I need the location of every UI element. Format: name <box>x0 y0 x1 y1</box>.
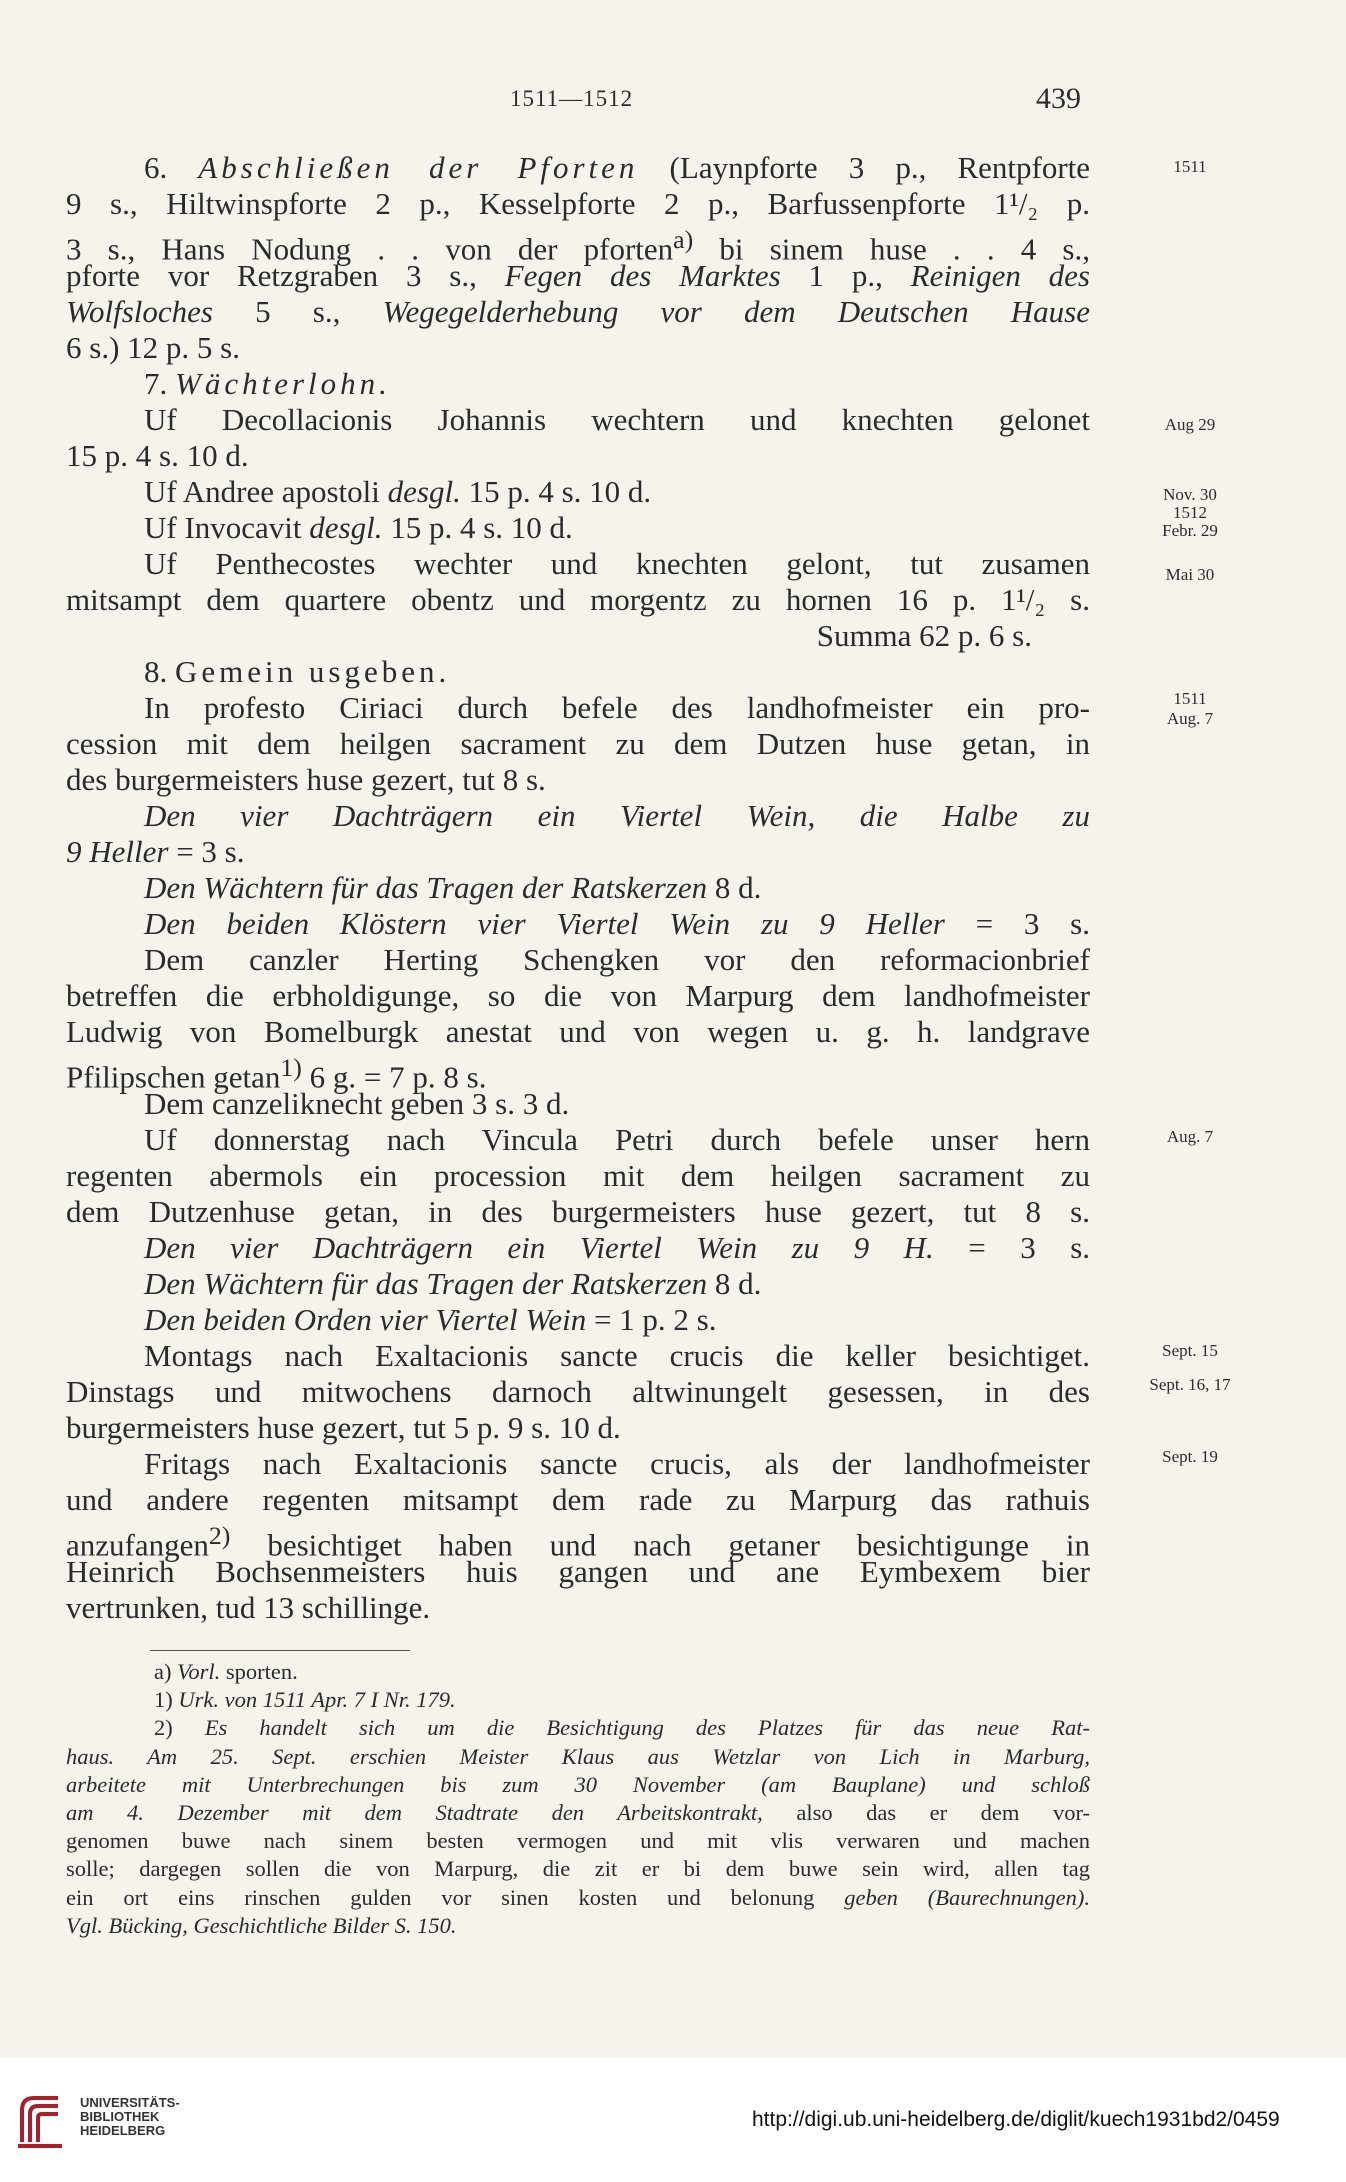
text-line: Den beiden Klöstern vier Viertel Wein zu 9 Heller = 3 s. <box>144 906 1090 941</box>
text-line: Wolfsloches 5 s., Wegegelderhebung vor dem Deutschen Hause <box>66 294 1090 329</box>
text-line: In profesto Ciriaci durch befele des landhofmeister ein pro- <box>144 690 1090 725</box>
footnote-line: ein ort eins rinschen gulden vor sinen kosten und belonung geben (Baurechnungen). <box>66 1884 1090 1910</box>
margin-note: Aug. 7 <box>1166 709 1214 728</box>
text-line: des burgermeisters huse gezert, tut 8 s. <box>66 762 546 797</box>
text-line: 9 Heller = 3 s. <box>66 834 245 869</box>
margin-note: 1511 <box>1173 157 1207 176</box>
text-line: 6. Abschließen der Pforten (Laynpforte 3 p., Rentpforte <box>144 150 1091 185</box>
running-header <box>0 82 1346 122</box>
text-line: dem Dutzenhuse getan, in des burgermeisters huse gezert, tut 8 s. <box>66 1194 1090 1229</box>
margin-note: Aug. 7 <box>1166 1127 1214 1146</box>
margin-note: Nov. 30 <box>1163 485 1217 504</box>
footnote-divider <box>150 1650 410 1651</box>
text-line: mitsampt dem quartere obentz und morgentz zu hornen 16 p. 1¹/₂ s. <box>66 582 1090 617</box>
text-line: Dem canzeliknecht geben 3 s. 3 d. <box>144 1086 570 1121</box>
text-line: Den Wächtern für das Tragen der Ratskerzen 8 d. <box>144 1266 762 1301</box>
text-line: Heinrich Bochsenmeisters huis gangen und ane Eymbexem bier <box>66 1554 1090 1589</box>
library-logo-icon <box>14 2090 70 2150</box>
text-line: Uf Andree apostoli desgl. 15 p. 4 s. 10 d. <box>144 474 652 509</box>
footnote-line: haus. Am 25. Sept. erschien Meister Klaus aus Wetzlar von Lich in Marburg, <box>66 1743 1090 1769</box>
margin-note: Febr. 29 <box>1162 521 1218 540</box>
text-line: Dinstags und mitwochens darnoch altwinungelt gesessen, in des <box>66 1374 1090 1409</box>
text-line: Dem canzler Herting Schengken vor den reformacionbrief <box>144 942 1090 977</box>
text-line: Ludwig von Bomelburgk anestat und von wegen u. g. h. landgrave <box>66 1014 1090 1049</box>
footnote-line: solle; dargegen sollen die von Marpurg, die zit er bi dem buwe sein wird, allen tag <box>66 1856 1090 1882</box>
margin-note: Aug 29 <box>1164 415 1216 434</box>
text-line: Uf Decollacionis Johannis wechtern und knechten gelonet <box>144 402 1090 437</box>
footnote-line: 2) Es handelt sich um die Besichtigung des Platzes für das neue Rat- <box>154 1715 1090 1741</box>
text-line: Den vier Dachträgern ein Viertel Wein, die Halbe zu <box>144 798 1090 833</box>
text-line: Montags nach Exaltacionis sancte crucis die keller besichtiget. <box>144 1338 1090 1373</box>
text-line: burgermeisters huse gezert, tut 5 p. 9 s. 10 d. <box>66 1410 621 1445</box>
text-line: pforte vor Retzgraben 3 s., Fegen des Marktes 1 p., Reinigen des <box>66 258 1090 293</box>
text-line: 9 s., Hiltwinspforte 2 p., Kesselpforte 2 p., Barfussenpforte 1¹/₂ p. <box>66 186 1090 221</box>
section-heading: 8. Gemein usgeben. <box>144 654 451 689</box>
margin-note: 1511 <box>1173 689 1207 708</box>
text-line: Den beiden Orden vier Viertel Wein = 1 p. 2 s. <box>144 1302 717 1337</box>
margin-note: Mai 30 <box>1165 565 1215 584</box>
text-line: Den vier Dachträgern ein Viertel Wein zu 9 H. = 3 s. <box>144 1230 1091 1265</box>
section-heading: 7. Wächterlohn. <box>144 366 391 401</box>
text-line: betreffen die erbholdigunge, so die von Marpurg dem landhofmeister <box>66 978 1090 1013</box>
text-line: 15 p. 4 s. 10 d. <box>66 438 249 473</box>
text-line: regenten abermols ein procession mit dem heilgen sacrament zu <box>66 1158 1090 1193</box>
main-text <box>66 150 1090 1626</box>
footnote-line: Vgl. Bücking, Geschichtliche Bilder S. 150. <box>66 1912 457 1938</box>
text-line: vertrunken, tud 13 schillinge. <box>66 1590 431 1625</box>
margin-note: Sept. 16, 17 <box>1149 1375 1231 1394</box>
margin-note: Sept. 15 <box>1162 1341 1218 1360</box>
footnote-line: 1) Urk. von 1511 Apr. 7 I Nr. 179. <box>154 1687 456 1713</box>
footnote-line: arbeitete mit Unterbrechungen bis zum 30 November (am Bauplane) und schloß <box>66 1771 1090 1797</box>
text-line: Uf Penthecostes wechter und knechten gelont, tut zusamen <box>144 546 1090 581</box>
margin-note: Sept. 19 <box>1162 1447 1218 1466</box>
text-line: Uf donnerstag nach Vincula Petri durch befele unser hern <box>144 1122 1090 1157</box>
text-line: Fritags nach Exaltacionis sancte crucis, als der landhofmeister <box>144 1446 1090 1481</box>
margin-note: 1512 <box>1173 503 1207 522</box>
footnotes <box>66 1658 1090 1940</box>
header-years: 1511—1512 <box>510 86 634 111</box>
text-line: Pfilipschen getan$^{1)}$ 6 g. = 7 p. 8 s. <box>66 1053 487 1095</box>
text-line: 6 s.) 12 p. 5 s. <box>66 330 240 365</box>
summa-line: Summa 62 p. 6 s. <box>816 618 1032 653</box>
text-line: Uf Invocavit desgl. 15 p. 4 s. 10 d. <box>144 510 573 545</box>
footnote-line: genomen buwe nach sinem besten vermogen und mit vlis verwaren und machen <box>66 1828 1090 1854</box>
library-name: UNIVERSITÄTS- BIBLIOTHEK HEIDELBERG <box>80 2095 180 2138</box>
page-number: 439 <box>1036 82 1081 115</box>
text-line: Den Wächtern für das Tragen der Ratskerzen 8 d. <box>144 870 762 905</box>
text-line: und andere regenten mitsampt dem rade zu Marpurg das rathuis <box>66 1482 1090 1517</box>
text-line: 3 s., Hans Nodung . . von der pforten$^{a)}$ bi sinem huse . . 4 s., <box>66 225 1090 267</box>
permalink-url[interactable]: http://digi.ub.uni-heidelberg.de/diglit/kuech1931bd2/0459 <box>752 2108 1280 2131</box>
footnote-line: a) Vorl. sporten. <box>154 1659 298 1684</box>
text-line: anzufangen$^{2)}$ besichtiget haben und nach getaner besichtigunge in <box>66 1521 1090 1563</box>
footnote-line: am 4. Dezember mit dem Stadtrate den Arbeitskontrakt, also das er dem vor- <box>66 1799 1090 1825</box>
text-line: cession mit dem heilgen sacrament zu dem Dutzen huse getan, in <box>66 726 1090 761</box>
